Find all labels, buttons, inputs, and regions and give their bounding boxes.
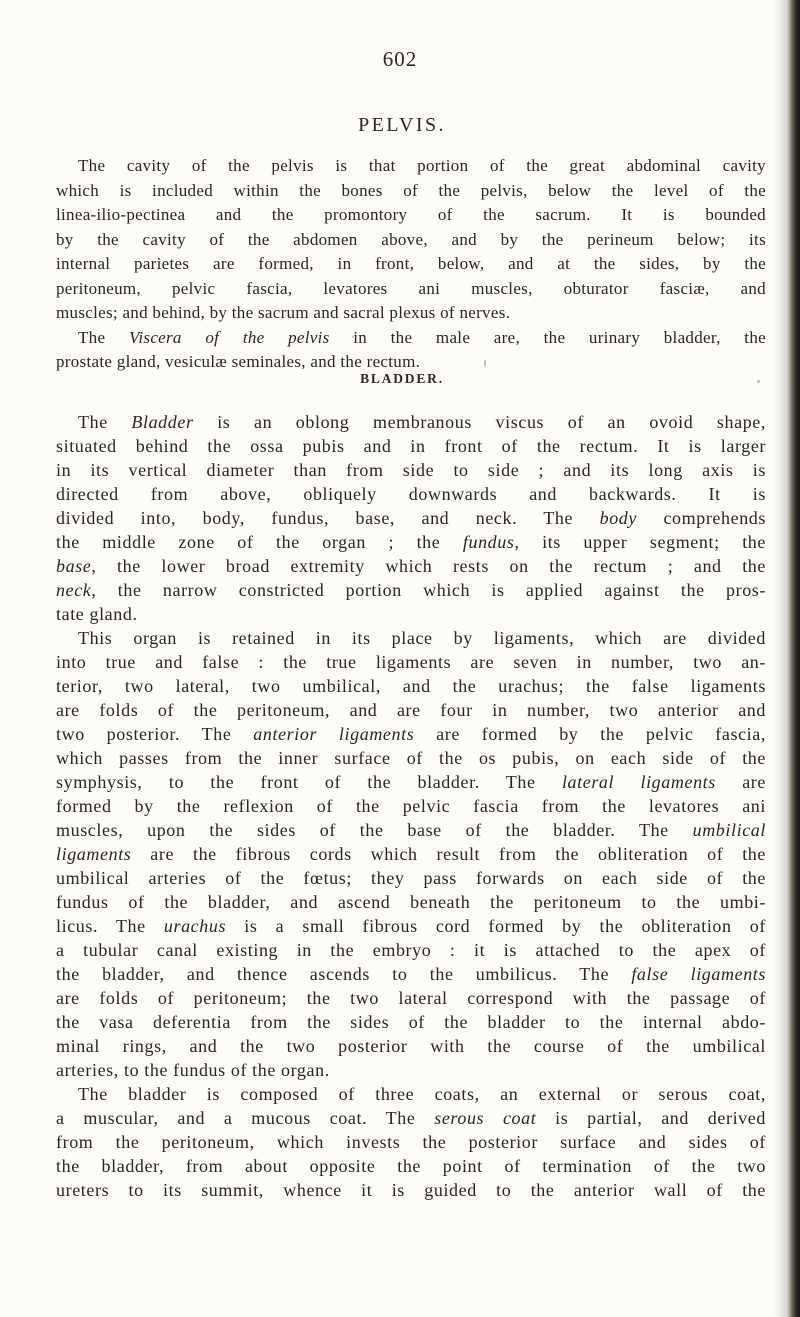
text-run: are [715,772,766,792]
text-line [56,154,766,179]
italic-term: fundus [462,532,515,552]
text-run: a muscular, and a mucous coat. The [56,1108,435,1128]
text-line [56,890,766,914]
text-run: situated behind the ossa pubis and in front of the rectum. It is larger [56,436,766,456]
text-run: the middle zone of the organ ; the [56,532,463,552]
text-run: from the peritoneum, which invests the posterior surface and sides of [56,1132,766,1152]
text-run: comprehends [636,508,767,528]
text-run: muscles, upon the sides of the base of the bladder. The [56,820,693,840]
page-binding-edge [786,0,800,1317]
text-line [56,1058,766,1082]
text-line [56,326,766,351]
text-run: prostate gland, vesiculæ seminales, and the rectum. [56,352,421,371]
text-run: into true and false : the true ligaments are seven in number, two an- [56,652,766,672]
text-line [56,410,766,434]
text-line [56,1082,766,1106]
text-line [56,277,766,302]
text-run: two posterior. The [56,724,254,744]
text-run: which is included within the bones of the pelvis, below the level of the [56,180,766,200]
text-run: is a small fibrous cord formed by the obliteration of [226,916,766,936]
text-run: directed from above, obliquely downwards and backwards. It is [56,484,766,504]
page-number: 602 [382,47,418,71]
text-line [56,1154,766,1178]
text-run: is an oblong membranous viscus of an ovoid shape, [193,412,766,432]
text-line [56,986,766,1010]
text-line [56,203,766,228]
pelvis-paragraph [56,154,766,375]
italic-term: base [56,556,92,576]
text-line [56,434,766,458]
italic-term: body [599,508,637,528]
text-line [56,914,766,938]
text-line [56,866,766,890]
text-run: linea-ilio-pectinea and the promontory of the sacrum. It is bounded [56,205,766,224]
italic-term: Bladder [131,412,194,432]
text-line [56,1178,766,1202]
text-run: in the male are, the urinary bladder, the [329,327,766,347]
text-run: formed by the reflexion of the pelvic fascia from the levatores ani [56,796,766,816]
italic-term: urachus [163,916,227,936]
italic-term: neck [56,580,92,600]
italic-term: ligaments [56,844,132,864]
text-run: internal parietes are formed, in front, below, and at the sides, by the [56,254,766,273]
text-run: are folds of peritoneum; the two lateral correspond with the passage of [56,988,766,1008]
text-run: are the fibrous cords which result from the obliteration of the [131,844,766,864]
text-run: are folds of the peritoneum, and are four in number, two anterior and [56,700,766,720]
text-line [56,179,766,204]
text-line [56,554,766,578]
bladder-paragraphs [56,410,766,1202]
text-run: symphysis, to the front of the bladder. The [56,772,562,792]
text-run: the vasa deferentia from the sides of the bladder to the internal abdo- [56,1012,766,1032]
text-run: are formed by the pelvic fascia, [414,724,766,744]
text-run: in its vertical diameter than from side to side ; and its long axis is [56,460,766,480]
text-run: ureters to its summit, whence it is guided to the anterior wall of the [56,1180,766,1200]
text-line [56,938,766,962]
text-run: The cavity of the pelvis is that portion of the great abdominal cavity [78,156,766,175]
text-line [56,1130,766,1154]
italic-term: lateral ligaments [561,772,716,792]
text-run: umbilical arteries of the fœtus; they pass forwards on each side of the [56,868,766,888]
text-run: The [78,412,132,432]
text-run: , its upper segment; the [514,532,766,552]
text-line [56,458,766,482]
running-head: PELVIS. [358,114,446,136]
text-line [56,770,766,794]
text-run: the bladder, from about opposite the point of termination of the two [56,1156,766,1176]
text-line [56,722,766,746]
text-line [56,674,766,698]
text-run: , the narrow constricted portion which is applied against the pros- [91,580,766,600]
text-line [56,650,766,674]
text-run: which passes from the inner surface of the os pubis, on each side of the [56,748,766,768]
text-run: muscles; and behind, by the sacrum and sacral plexus of nerves. [56,303,511,322]
ink-speck [352,336,354,338]
text-run: divided into, body, fundus, base, and neck. The [56,508,600,528]
text-line [56,1010,766,1034]
italic-term: Viscera of the pelvis [128,327,330,347]
text-run: a tubular canal existing in the embryo : it is attached to the apex of [56,940,766,960]
text-run: , the lower broad extremity which rests on the rectum ; and the [91,556,766,576]
italic-term: umbilical [692,820,766,840]
text-line [56,578,766,602]
text-line [56,530,766,554]
italic-term: anterior ligaments [253,724,415,744]
text-line [56,746,766,770]
text-line [56,482,766,506]
text-run: This organ is retained in its place by ligaments, which are divided [78,628,766,648]
text-line [56,794,766,818]
text-line [56,962,766,986]
text-line [56,626,766,650]
text-run: tate gland. [56,604,138,624]
text-line [56,602,766,626]
binding-shadow [772,0,786,1317]
text-run: The [78,327,129,347]
text-run: by the cavity of the abdomen above, and by the perineum below; its [56,229,766,249]
section-heading: BLADDER. [360,371,444,386]
text-line [56,1106,766,1130]
text-run: fundus of the bladder, and ascend beneath the peritoneum to the umbi- [56,892,766,912]
text-run: licus. The [56,916,164,936]
text-line [56,301,766,326]
text-line [56,252,766,277]
text-line [56,506,766,530]
text-line [56,228,766,253]
italic-term: serous coat [434,1108,537,1128]
text-run: arteries, to the fundus of the organ. [56,1060,330,1080]
text-line [56,818,766,842]
ink-speck [484,360,486,366]
text-line [56,1034,766,1058]
text-run: is partial, and derived [536,1108,766,1128]
text-run: the bladder, and thence ascends to the umbilicus. The [56,964,632,984]
text-run: terior, two lateral, two umbilical, and the urachus; the false ligaments [56,676,766,696]
text-run: The bladder is composed of three coats, an external or serous coat, [78,1084,766,1104]
text-run: minal rings, and the two posterior with the course of the umbilical [56,1036,766,1056]
ink-speck [757,380,760,383]
italic-term: false ligaments [631,964,766,984]
text-run: peritoneum, pelvic fascia, levatores ani muscles, obturator fasciæ, and [56,278,766,298]
text-line [56,698,766,722]
text-line [56,842,766,866]
